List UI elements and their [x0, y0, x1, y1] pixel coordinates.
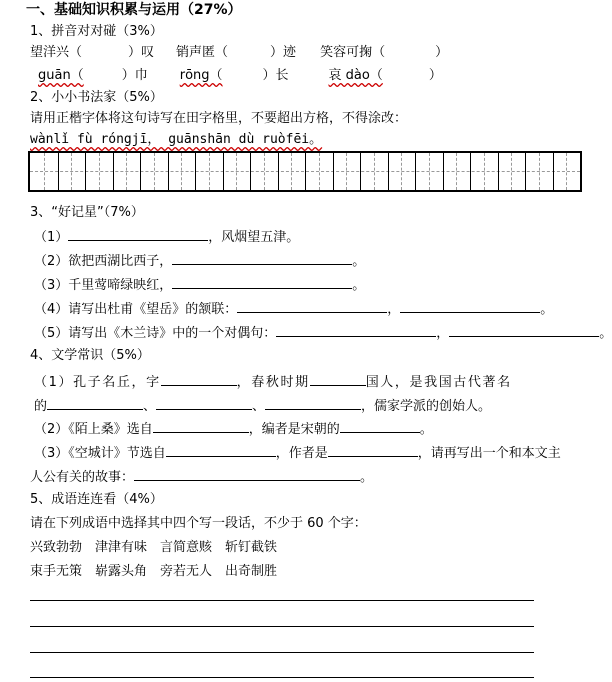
- q4-l5-b: 。: [360, 470, 374, 485]
- q1-r2-a: guān（: [38, 68, 84, 83]
- q3-l4-a: （4）请写出杜甫《望岳》的颔联：: [34, 302, 238, 317]
- grid-cell-border: [305, 153, 306, 190]
- q4-line2: [34, 397, 491, 415]
- grid-cell-midline: [291, 153, 292, 190]
- writing-line-1[interactable]: [30, 600, 534, 601]
- blank-q4-2c[interactable]: [265, 397, 361, 410]
- q1-r1-f: ）: [435, 45, 449, 60]
- q3-l1-b: ，风烟望五津。: [208, 230, 300, 245]
- grid-cell-border: [388, 153, 389, 190]
- q3-l5-c: 。: [599, 326, 612, 341]
- grid-cell-midline: [511, 153, 512, 190]
- q4-l2-a: 的: [34, 399, 48, 414]
- blank-q3-3[interactable]: [172, 276, 352, 289]
- grid-cell-border: [278, 153, 279, 190]
- grid-cell-midline: [539, 153, 540, 190]
- grid-cell-midline: [71, 153, 72, 190]
- grid-cell-border: [415, 153, 416, 190]
- blank-q4-1a[interactable]: [161, 373, 237, 386]
- grid-cell-midline: [484, 153, 485, 190]
- q4-line3: [34, 420, 433, 438]
- blank-q4-3b[interactable]: [340, 420, 420, 433]
- grid-cell-midline: [374, 153, 375, 190]
- q1-row1: [30, 45, 448, 61]
- q3-l4-b: ，: [387, 302, 401, 317]
- q1-r1-e: 笑容可掬（: [320, 45, 386, 60]
- grid-cell-border: [250, 153, 251, 190]
- idiom: 崭露头角: [95, 564, 148, 579]
- q2-title: 2、小小书法家（5%）: [30, 90, 163, 105]
- grid-cell-border: [140, 153, 141, 190]
- q3-l3-a: （3）千里莺啼绿映红，: [34, 278, 173, 293]
- q4-l3-c: 。: [419, 422, 433, 437]
- q3-line3: [34, 276, 365, 294]
- grid-cell-border: [223, 153, 224, 190]
- grid-cell-midline: [456, 153, 457, 190]
- grid-cell-midline: [99, 153, 100, 190]
- q2-pinyin: [30, 132, 322, 148]
- grid-cell-border: [553, 153, 554, 190]
- q1-r2-d: ）长: [262, 68, 289, 83]
- grid-cell-midline: [181, 153, 182, 190]
- q4-l4-c: ，请再写出一个和本文主: [417, 446, 561, 461]
- grid-cell-midline: [236, 153, 237, 190]
- grid-cell-border: [333, 153, 334, 190]
- q1-r2-c: rōng（: [179, 68, 223, 83]
- grid-cell-border: [85, 153, 86, 190]
- q3-line1: [34, 228, 299, 246]
- blank-q4-1b[interactable]: [310, 373, 366, 386]
- q5-instruction: 请在下列成语中选择其中四个写一段话，不少于 60 个字：: [30, 516, 367, 531]
- q3-line5: [34, 324, 612, 342]
- grid-cell-midline: [264, 153, 265, 190]
- grid-cell-midline: [154, 153, 155, 190]
- q4-title: 4、文学常识（5%）: [30, 348, 150, 363]
- blank-q4-4b[interactable]: [328, 444, 418, 457]
- idiom: 斩钉截铁: [225, 540, 278, 555]
- grid-cell-border: [168, 153, 169, 190]
- grid-cell-border: [498, 153, 499, 190]
- q1-r1-d: ）迹: [270, 45, 297, 60]
- q3-l3-b: 。: [352, 278, 366, 293]
- q1-r2-b: ）巾: [121, 68, 148, 83]
- q1-title: 1、拼音对对碰（3%）: [30, 24, 163, 39]
- q4-l3-a: （2）《陌上桑》选自: [34, 422, 153, 437]
- q3-l4-c: 。: [540, 302, 554, 317]
- grid-cell-midline: [401, 153, 402, 190]
- q3-line2: [34, 252, 365, 270]
- grid-cell-border: [58, 153, 59, 190]
- writing-line-4[interactable]: [30, 677, 534, 678]
- q4-l2-b: 、: [143, 399, 157, 414]
- idiom: 津津有味: [95, 540, 148, 555]
- blank-q3-4a[interactable]: [237, 300, 387, 313]
- grid-cell-border: [525, 153, 526, 190]
- q1-r2-f: ）: [428, 68, 442, 83]
- grid-cell-midline: [44, 153, 45, 190]
- grid-cell-midline: [319, 153, 320, 190]
- grid-cell-midline: [429, 153, 430, 190]
- writing-line-3[interactable]: [30, 652, 534, 653]
- q2-pinyin-text: wànlǐ fù róngjī， guānshān dù ruòfēi。: [30, 132, 323, 147]
- q4-line1: [34, 373, 512, 391]
- idiom: 出奇制胜: [225, 564, 278, 579]
- q4-l4-a: （3）《空城计》节选自: [34, 446, 166, 461]
- q3-l2-a: （2）欲把西湖比西子，: [34, 254, 173, 269]
- q3-l2-b: 。: [352, 254, 366, 269]
- q3-l1-a: （1）: [34, 230, 69, 245]
- q4-l5-a: 人公有关的故事：: [30, 470, 135, 485]
- q1-r1-c: 销声匿（: [176, 45, 229, 60]
- grid-cell-midline: [566, 153, 567, 190]
- blank-q3-1[interactable]: [68, 228, 208, 241]
- blank-q4-4a[interactable]: [166, 444, 276, 457]
- blank-q4-2b[interactable]: [156, 397, 252, 410]
- grid-cell-midline: [209, 153, 210, 190]
- grid-cell-border: [195, 153, 196, 190]
- idiom: 束手无策: [30, 564, 83, 579]
- q4-l4-b: ，作者是: [275, 446, 328, 461]
- q1-row2: [38, 68, 442, 84]
- q4-line4: [34, 444, 561, 462]
- blank-q3-2[interactable]: [172, 252, 352, 265]
- tianzige-grid[interactable]: [28, 151, 582, 192]
- blank-q3-4b[interactable]: [400, 300, 540, 313]
- blank-q3-5b[interactable]: [449, 324, 599, 337]
- q5-idioms-row1: [30, 540, 277, 556]
- q3-title: 3、“好记星”（7%）: [30, 205, 144, 220]
- q3-line4: [34, 300, 553, 318]
- q4-line5: [30, 468, 373, 486]
- grid-cell-midline: [126, 153, 127, 190]
- idiom: 旁若无人: [160, 564, 213, 579]
- q3-l5-b: ，: [436, 326, 450, 341]
- blank-q4-2a[interactable]: [47, 397, 143, 410]
- blank-q3-5a[interactable]: [276, 324, 436, 337]
- blank-q4-3a[interactable]: [153, 420, 249, 433]
- idiom: 兴致勃勃: [30, 540, 83, 555]
- q1-r1-a: 望洋兴（: [30, 45, 83, 60]
- section-title: 一、基础知识积累与运用（27%）: [26, 2, 242, 18]
- grid-cell-border: [443, 153, 444, 190]
- writing-line-2[interactable]: [30, 626, 534, 627]
- q4-l3-b: ，编者是宋朝的: [248, 422, 340, 437]
- idiom: 言简意赅: [160, 540, 213, 555]
- blank-q4-5[interactable]: [134, 468, 360, 481]
- q5-idioms-row2: [30, 564, 277, 580]
- q4-l1-a: （1）孔子名丘，字: [34, 375, 161, 390]
- q1-r1-b: ）叹: [128, 45, 155, 60]
- grid-cell-midline: [346, 153, 347, 190]
- q4-l2-c: 、: [252, 399, 266, 414]
- q4-l1-c: 国人，是我国古代著名: [365, 375, 512, 390]
- q4-l1-b: ，春秋时期: [236, 375, 310, 390]
- q2-instruction: 请用正楷字体将这句诗写在田字格里，不要超出方格，不得涂改：: [30, 111, 408, 126]
- grid-cell-border: [470, 153, 471, 190]
- q3-l5-a: （5）请写出《木兰诗》中的一个对偶句：: [34, 326, 277, 341]
- q4-l2-d: ，儒家学派的创始人。: [361, 399, 492, 414]
- q1-r2-e: 哀 dào（: [328, 68, 383, 83]
- q5-title: 5、成语连连看（4%）: [30, 492, 163, 507]
- grid-cell-border: [113, 153, 114, 190]
- grid-cell-border: [360, 153, 361, 190]
